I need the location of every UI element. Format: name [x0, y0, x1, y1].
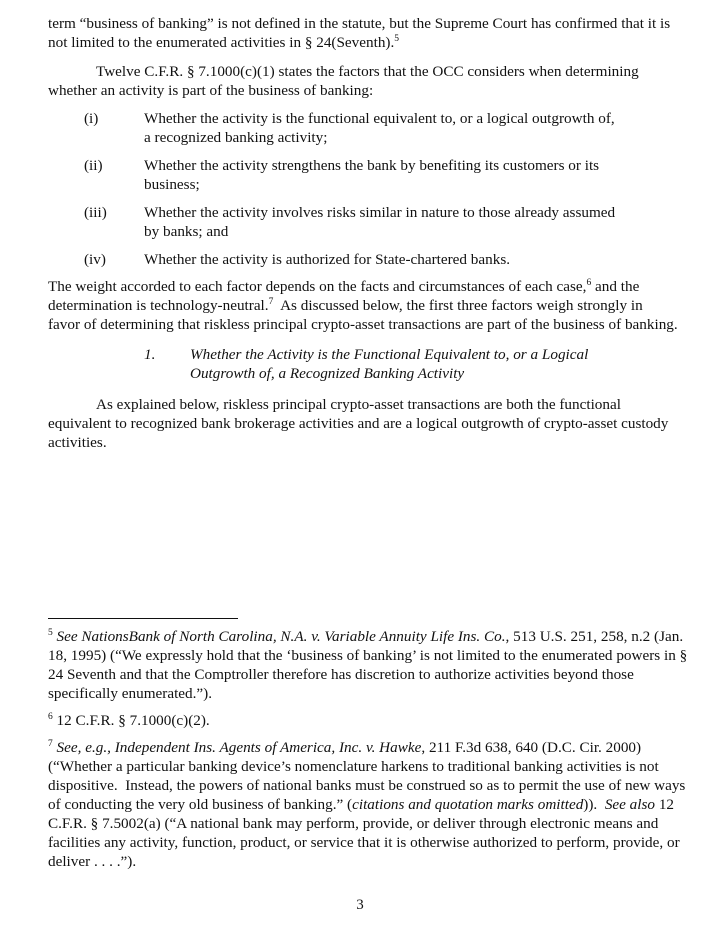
- factor-item: [48, 250, 678, 269]
- see-also-signal: See also: [604, 796, 656, 813]
- paragraph-text: and the determination is technology-neutral.: [48, 278, 640, 314]
- factor-item: [48, 109, 678, 147]
- paragraph-riskless-principal: As explained below, riskless principal crypto-asset transactions are both the functional equivalent to recognized bank brokerage activities and are a logical outgrowth of crypto-asset custody activities.: [48, 396, 669, 451]
- case-citation: See NationsBank of North Carolina, N.A. v. Variable Annuity Life Ins. Co.: [56, 628, 506, 645]
- footnote-ref[interactable]: 6: [586, 278, 592, 288]
- factor-text: Whether the activity strengthens the bank by benefiting its customers or its business;: [144, 157, 600, 193]
- factor-number: (iii): [84, 204, 107, 221]
- parenthetical-note: citations and quotation marks omitted: [352, 796, 584, 813]
- footnote-text: )).: [583, 796, 605, 813]
- paragraph-factor-weight: [48, 277, 678, 334]
- footnote-ref[interactable]: 7: [268, 297, 274, 307]
- factors-list: [48, 109, 678, 269]
- footnote-separator: [48, 618, 238, 619]
- factor-number: (i): [84, 110, 99, 127]
- paragraph-text: As discussed below, the first three factors weigh strongly in favor of determining that riskless principal crypto-asset transactions are part of the business of banking.: [48, 297, 678, 333]
- footnote-text: 12 C.F.R. § 7.5002(a) (“A national bank may perform, provide, or deliver through electronic means and facilities any activity, function, product, or service that it is otherwise authorized to perform, provide, or deliver . . . .”).: [48, 796, 684, 870]
- footnote-5: [48, 627, 688, 703]
- section-heading: [48, 345, 678, 383]
- factor-item: [48, 156, 678, 194]
- paragraph-business-of-banking: [48, 14, 678, 52]
- footnote-6: [48, 711, 688, 730]
- section-heading-number: 1.: [144, 346, 156, 363]
- factor-text: Whether the activity is authorized for State-chartered banks.: [144, 251, 511, 268]
- footnotes: [48, 627, 688, 879]
- page-number: 3: [356, 897, 364, 913]
- footnote-number: 6: [48, 712, 53, 722]
- paragraph-cfr-factors-intro: Twelve C.F.R. § 7.1000(c)(1) states the factors that the OCC considers when determining whether an activity is part of the business of banking:: [48, 63, 639, 99]
- footnote-text: , 211 F.3d 638, 640 (D.C. Cir. 2000) (“Whether a particular banking device’s nomenclature harkens to traditional banking activities is not dispositive. Instead, the powers of national banks must be construed so as to permit the use of new ways of conducting the very old business of banking.” (: [48, 739, 690, 813]
- footnote-number: 5: [48, 628, 53, 638]
- factor-number: (iv): [84, 251, 106, 268]
- factor-item: [48, 203, 678, 241]
- footnote-ref[interactable]: 5: [394, 34, 400, 44]
- document-body: [48, 14, 678, 452]
- footnote-7: [48, 738, 688, 871]
- paragraph-text: term “business of banking” is not defined in the statute, but the Supreme Court has confirmed that it is not limited to the enumerated activities in § 24(Seventh).: [48, 15, 671, 51]
- factor-text: Whether the activity is the functional equivalent to, or a logical outgrowth of, a recognized banking activity;: [144, 110, 615, 146]
- footnote-text: 12 C.F.R. § 7.1000(c)(2).: [56, 712, 210, 729]
- section-heading-text: Whether the Activity is the Functional Equivalent to, or a Logical Outgrowth of, a Recognized Banking Activity: [190, 346, 589, 382]
- footnote-number: 7: [48, 739, 53, 749]
- case-citation: See, e.g., Independent Ins. Agents of America, Inc. v. Hawke: [56, 739, 422, 756]
- factor-number: (ii): [84, 157, 103, 174]
- paragraph-text: The weight accorded to each factor depends on the facts and circumstances of each case,: [48, 278, 587, 295]
- footnote-text: , 513 U.S. 251, 258, n.2 (Jan. 18, 1995) (“We expressly hold that the ‘business of banking’ is not limited to the enumerated powers in § 24 Seventh and that the Comptroller therefore has discretion to authorize activities beyond those specifically enumerated.”).: [48, 628, 688, 702]
- factor-text: Whether the activity involves risks similar in nature to those already assumed by banks; and: [144, 204, 616, 240]
